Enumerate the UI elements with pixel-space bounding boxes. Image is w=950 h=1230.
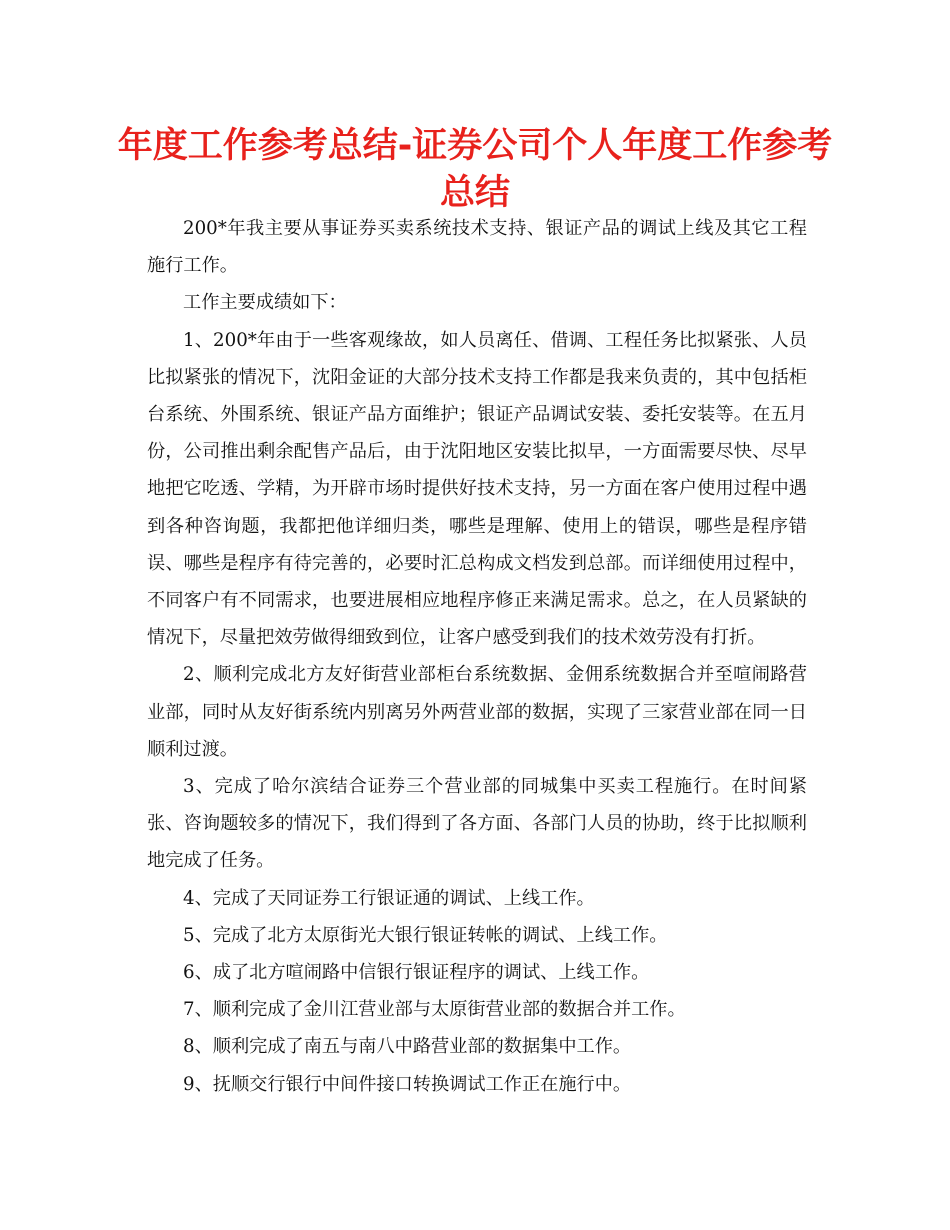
- paragraph-item-4: 4、完成了天同证券工行银证通的调试、上线工作。: [183, 887, 595, 909]
- paragraph-item-3: 3、完成了哈尔滨结合证券三个营业部的同城集中买卖工程施行。在时间紧张、咨询题较多的情况下，我们得到了各方面、各部门人员的协助，终于比拟顺利地完成了任务。: [147, 776, 807, 872]
- paragraph-item-7: 7、顺利完成了金川江营业部与太原街营业部的数据合并工作。: [183, 999, 686, 1021]
- document-title-line2: 总结: [439, 173, 510, 213]
- paragraph-item-9: 9、抚顺交行银行中间件接口转换调试工作正在施行中。: [183, 1073, 632, 1095]
- paragraph-item-6: 6、成了北方喧闹路中信银行银证程序的调试、上线工作。: [183, 962, 650, 984]
- document-title-line1: 年度工作参考总结-证券公司个人年度工作参考: [117, 126, 833, 166]
- paragraph-intro: 200*年我主要从事证券买卖系统技术支持、银证产品的调试上线及其它工程施行工作。: [147, 218, 807, 277]
- paragraph-item-8: 8、顺利完成了南五与南八中路营业部的数据集中工作。: [183, 1036, 632, 1058]
- paragraph-achievements-heading: 工作主要成绩如下：: [183, 292, 347, 314]
- document-body: [147, 210, 807, 1103]
- paragraph-item-1: 1、200*年由于一些客观缘故，如人员离任、借调、工程任务比拟紧张、人员比拟紧张的情况下，沈阳金证的大部分技术支持工作都是我来负责的，其中包括柜台系统、外围系统、银证产品方面维护；银证产品调试安装、委托安装等。在五月份，公司推出剩余配售产品后，由于沈阳地区安装比拟早，一方面需要尽快、尽早地把它吃透、学精，为开辟市场时提供好技术支持，另一方面在客户使用过程中遇到各种咨询题，我都把他详细归类，哪些是理解、使用上的错误，哪些是程序错误、哪些是程序有待完善的，必要时汇总构成文档发到总部。而详细使用过程中，不同客户有不同需求，也要进展相应地程序修正来满足需求。总之，在人员紧缺的情况下，尽量把效劳做得细致到位，让客户感受到我们的技术效劳没有打折。: [147, 329, 807, 649]
- paragraph-item-5: 5、完成了北方太原街光大银行银证转帐的调试、上线工作。: [183, 924, 668, 946]
- paragraph-item-2: 2、顺利完成北方友好街营业部柜台系统数据、金佣系统数据合并至喧闹路营业部，同时从友好街系统内别离另外两营业部的数据，实现了三家营业部在同一日顺利过渡。: [147, 664, 807, 760]
